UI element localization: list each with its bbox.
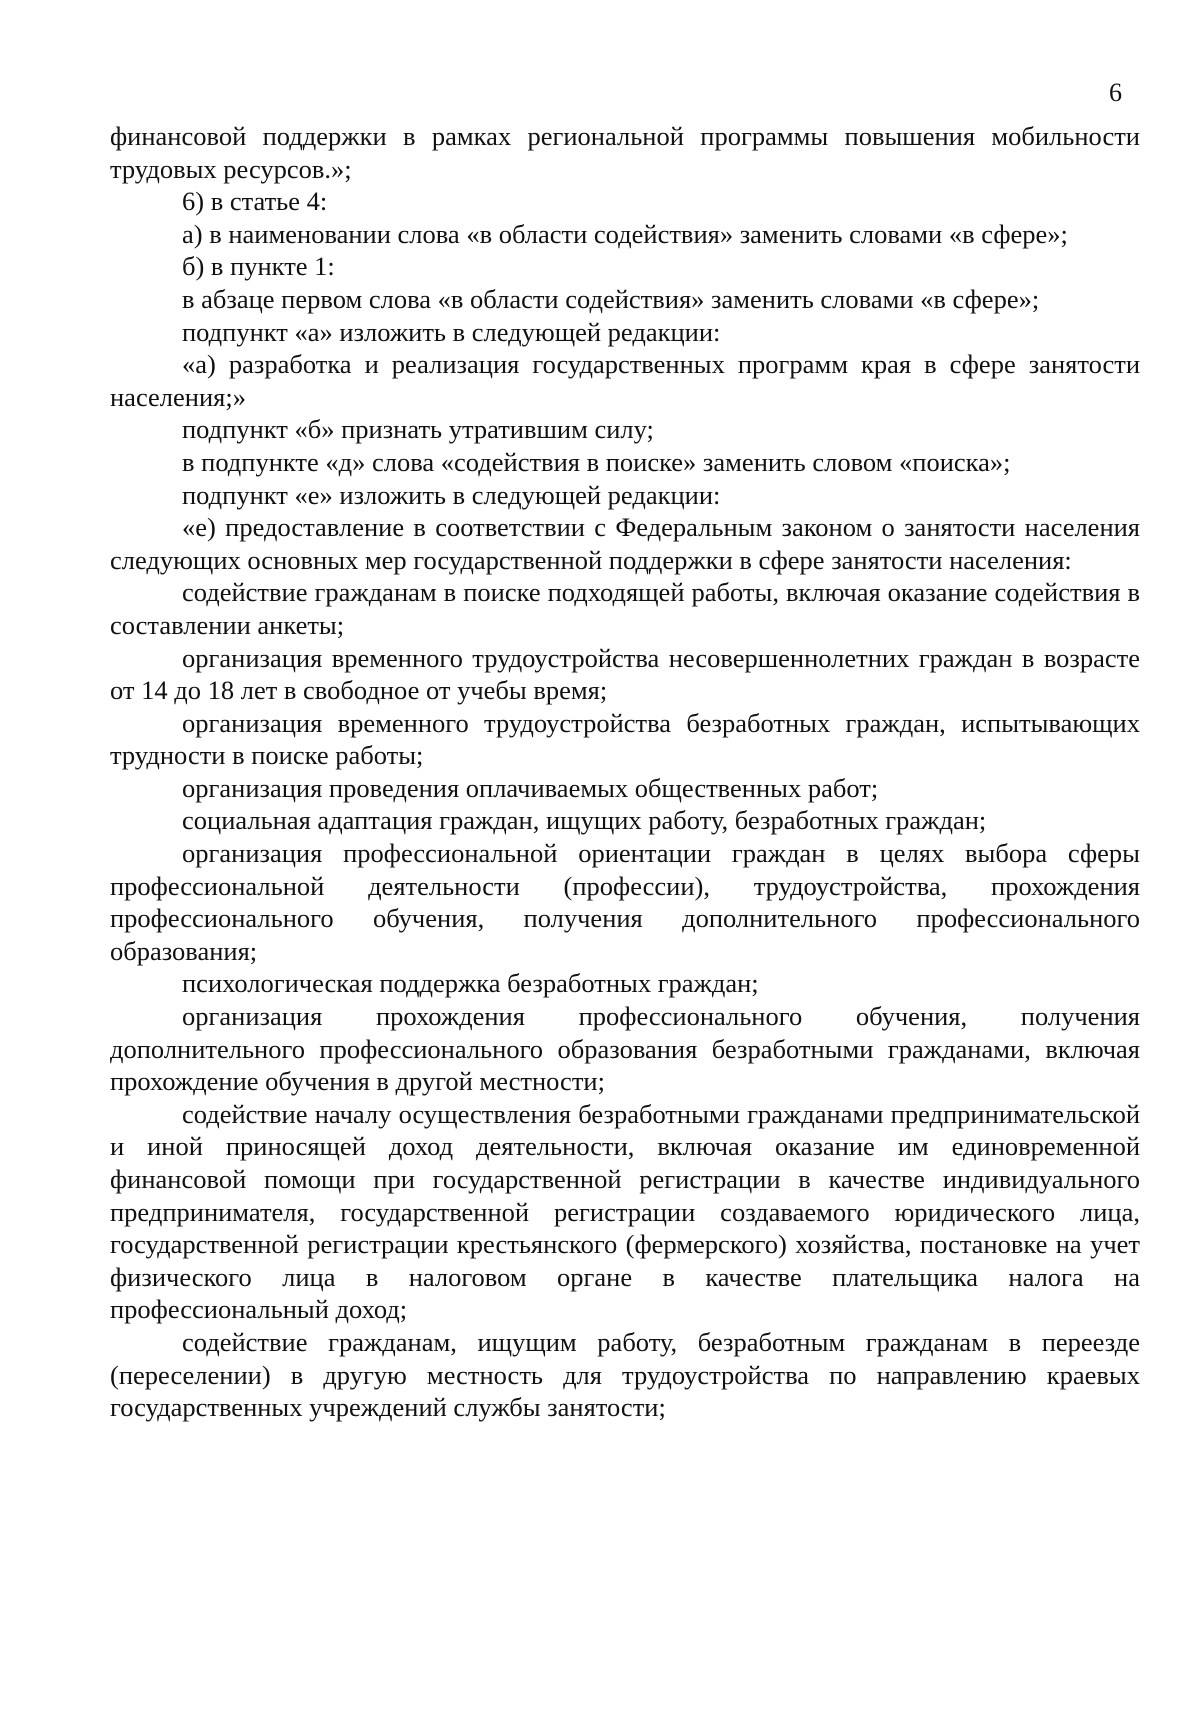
paragraph-1: финансовой поддержки в рамках региональной программы повышения мобильности трудовых ресурсов.»; <box>110 121 1140 184</box>
paragraph-18: психологическая поддержка безработных граждан; <box>182 968 759 999</box>
paragraph-5: в абзаце первом слова «в области содействия» заменить словами «в сфере»; <box>182 283 1040 314</box>
paragraph-21: содействие гражданам, ищущим работу, безработным гражданам в переезде (переселении) в другую местность для трудоустройства по направлению краевых государственных учреждений службы занятости; <box>110 1326 1140 1423</box>
paragraph-19: организация прохождения профессионального обучения, получения дополнительного профессионального образования безработными гражданами, включая прохождение обучения в другой местности; <box>110 1001 1140 1097</box>
paragraph-4: б) в пункте 1: <box>182 251 335 282</box>
paragraph-2: 6) в статье 4: <box>182 186 328 217</box>
paragraph-8: подпункт «б» признать утратившим силу; <box>182 414 654 445</box>
paragraph-16: социальная адаптация граждан, ищущих работу, безработных граждан; <box>182 805 987 836</box>
page-number: 6 <box>1109 78 1122 107</box>
document-body <box>110 120 1140 1424</box>
paragraph-6: подпункт «а» изложить в следующей редакции: <box>182 316 721 347</box>
paragraph-7: «а) разработка и реализация государственных программ края в сфере занятости населения;» <box>110 349 1140 412</box>
paragraph-20: содействие началу осуществления безработными гражданами предпринимательской и иной приносящей доход деятельности, включая оказание им единовременной финансовой помощи при государственной регистрации в качестве индивидуального предпринимателя, государственной регистрации создаваемого юридического лица, государственной регистрации крестьянского (фермерского) хозяйства, постановке на учет физического лица в налоговом органе в качестве плательщика налога на профессиональный доход; <box>110 1098 1140 1325</box>
paragraph-12: содействие гражданам в поиске подходящей работы, включая оказание содействия в составлении анкеты; <box>110 577 1140 640</box>
paragraph-11: «е) предоставление в соответствии с Федеральным законом о занятости населения следующих основных мер государственной поддержки в сфере занятости населения: <box>110 512 1140 575</box>
paragraph-9: в подпункте «д» слова «содействия в поиске» заменить словом «поиска»; <box>182 446 1011 477</box>
paragraph-17: организация профессиональной ориентации граждан в целях выбора сферы профессиональной деятельности (профессии), трудоустройства, прохождения профессионального обучения, получения дополнительного профессионального образования; <box>110 838 1140 966</box>
paragraph-14: организация временного трудоустройства безработных граждан, испытывающих трудности в поиске работы; <box>110 707 1140 771</box>
paragraph-15: организация проведения оплачиваемых общественных работ; <box>182 772 879 803</box>
paragraph-10: подпункт «е» изложить в следующей редакции: <box>182 479 721 510</box>
paragraph-3: а) в наименовании слова «в области содействия» заменить словами «в сфере»; <box>182 218 1068 249</box>
paragraph-13: организация временного трудоустройства несовершеннолетних граждан в возрасте от 14 до 18 лет в свободное от учебы время; <box>110 642 1140 706</box>
